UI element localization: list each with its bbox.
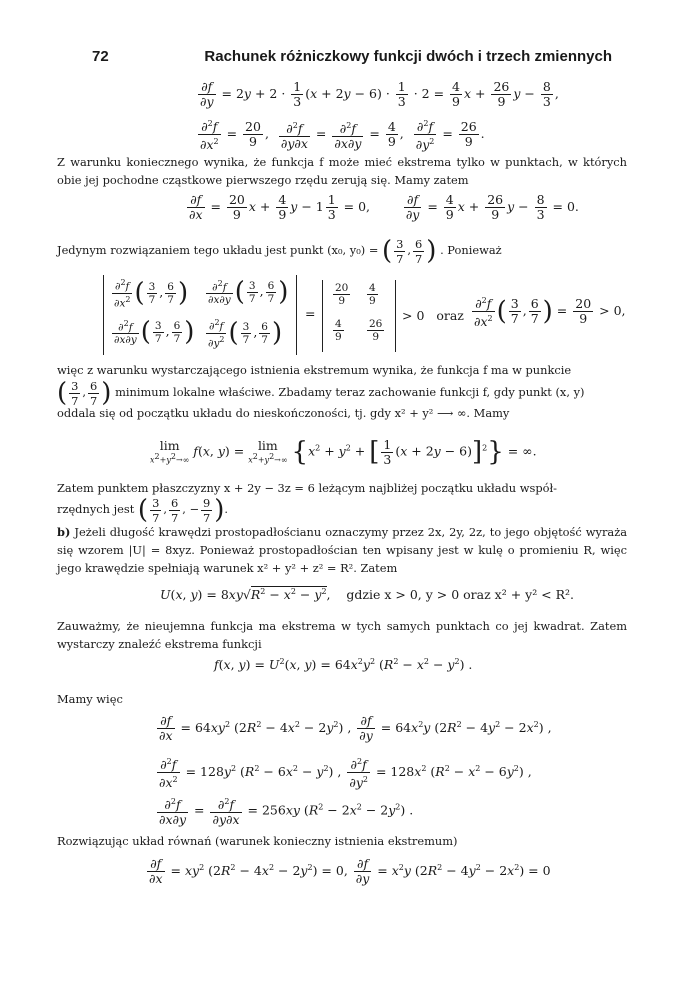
- paragraph-1: Z warunku koniecznego wynika, że funkcja f może mieć ekstrema tylko w punktach, w których obie jej pochodne cząstkowe pierwszego rzędu zerują się. Mamy zatem: [57, 155, 627, 187]
- paragraph-7: Mamy więc: [57, 692, 123, 706]
- equation-df-dy: $\frac{\partial f}{\partial y}$ = 2y + 2 · $\frac{1}{3}$ (x + 2y − 6) · $\frac{1}{3}$ · 2 = $\frac{4}{9}$ x + $\frac{26}{9}$ y − $\frac{8}{3}$ ,: [200, 79, 559, 109]
- paragraph-2: Jedynym rozwiązaniem tego układu jest punkt (x₀, y₀) = ( $\frac{3}{7}$ , $\frac{6}{7}$ ) . Ponieważ: [57, 236, 502, 266]
- paragraph-6: Zauważmy, że nieujemna funkcja ma ekstrema w tych samych punktach co jej kwadrat. Zatem wystarczy znaleźć ekstrema funkcji: [57, 619, 627, 651]
- equation-second-derivatives-b: $\frac{\partial^2f}{\partial x^2}$ = $128y^2$ $(R^2 - 6x^2 - y^2)$ , $\frac{\partial^2f}{\partial y^2}$ = $128x^2$ $(R^2 - x^2 - 6y^2)$ ,: [159, 757, 532, 791]
- equation-necessary-condition: $\frac{\partial f}{\partial x}$ = $xy^2$ $(2R^2 - 4x^2 - 2y^2) = 0$, $\frac{\partial f}{\partial y}$ = $x^2y$ $(2R^2 - 4y^2 - 2x^2) = 0$: [149, 856, 551, 886]
- paragraph-3c: oddala się od początku układu do nieskończoności, tj. gdy x² + y² ⟶ ∞. Mamy: [57, 406, 510, 420]
- running-header: [92, 48, 612, 68]
- paragraph-4a: Zatem punktem płaszczyzny x + 2y − 3z = 6 leżącym najbliżej początku układu współ-: [57, 481, 558, 495]
- equation-fxx-positive: $\frac{\partial^2f}{\partial x^2}$ ( $\frac{3}{7}$ , $\frac{6}{7}$ ) = $\frac{20}{9}$ > 0,: [474, 296, 626, 330]
- equation-first-derivatives: $\frac{\partial f}{\partial x}$ = $64xy^2$ $(2R^2 - 4x^2 - 2y^2)$ , $\frac{\partial f}{\partial y}$ = $64x^2y$ $(2R^2 - 4y^2 - 2x^2)$ ,: [159, 713, 552, 743]
- equation-U: U(x, $y) = 8xy√R^2 - x^2 - y^2$, gdzie x > 0, y > 0 oraz x² + y² < R².: [160, 587, 575, 603]
- chapter-title: Rachunek różniczkowy funkcji dwóch i trzech zmiennych: [204, 48, 612, 65]
- paragraph-3a: więc z warunku wystarczającego istnienia ekstremum wynika, że funkcja f ma w punkcie: [57, 363, 572, 377]
- page-number: 72: [92, 48, 109, 65]
- page: 72 Rachunek różniczkowy funkcji dwóch i trzech zmiennych $\frac{\partial f}{\partial y}$ = 2y + 2 · $\frac{1}{3}$ (x + 2y − 6) · $\frac{1}{3}$ · 2 = $\frac{4}{9}$ x + $\frac{26}{9}$ y − $\frac{8}{3}$ , $\frac{\partial^2f}{\partial x^2}$ = $\frac{20}{9}$ , $\frac{\partial^2f}{\partial y\partial x}$ = $\frac{\partial^2f}{\partial x\partial y}$ = $\frac{4}{9}$ , $\frac{\partial^2f}{\partial y^2}$ = $\frac{26}{9}$ . Z warunku koniecznego wynika, że funkcja f może mieć ekstrema tylko w punktach, w których obie jej pochodne cząstkowe pierwszego rzędu zerują się. Mamy zatem $\frac{\partial f}{\partial x}$ = $\frac{20}{9}$ x + $\frac{4}{9}$ y − 1 $\frac{1}{3}$ = 0, $\frac{\partial f}{\partial y}$ = $\frac{4}{9}$ x + $\frac{26}{9}$ y − $\frac{8}{3}$ = 0. Jedynym rozwiązaniem tego układu jest punkt (x₀, y₀) = ( $\frac{3}{7}$ , $\frac{6}{7}$ ) . Ponieważ $\frac{\partial^2f}{\partial x^2}$ ( $\frac{3}{7}$ , $\frac{6}{7}$ ) $\frac{\partial^2f}{\partial x\partial y}$ ( $\frac{3}{7}$ , $\frac{6}{7}$ ) $\frac{\partial^2f}{\partial x\partial y}$ ( $\frac{3}{7}$ , $\frac{6}{7}$ ) $\frac{\partial^2f}{\partial y^2}$ ( $\frac{3}{7}$ , $\frac{6}{7}$ ) = $\frac{20}{9}$ $\frac{4}{9}$ $\frac{4}{9}$ $\frac{26}{9}$ > 0 oraz $\frac{\partial^2f}{\partial x^2}$ ( $\frac{3}{7}$ , $\frac{6}{7}$ ) = $\frac{20}{9}$ > 0, więc z warunku wystarczającego istnienia ekstremum wynika, że funkcja f ma w punkcie ( $\frac{3}{7}$ , $\frac{6}{7}$ ) minimum lokalne właściwe. Zbadamy teraz zachowanie funkcji f, gdy punkt (x, y) oddala się od początku układu do nieskończoności, tj. gdy x² + y² ⟶ ∞. Mamy lim $x^2+y^2\to\infty$ f(x, y) = lim $x^2+y^2\to\infty$ {$x^2 + y^2$ + [ $\frac{1}{3}$ (x + 2y − 6)]$^2$} = ∞. Zatem punktem płaszczyzny x + 2y − 3z = 6 leżącym najbliżej początku układu współ- rzędnych jest ( $\frac{3}{7}$ , $\frac{6}{7}$ , − $\frac{9}{7}$ ). b) Jeżeli długość krawędzi prostopadłościanu oznaczymy przez 2x, 2y, 2z, to jego objętość wyraża się wzorem |U| = 8xyz. Ponieważ prostopadłościan ten wpisany jest w kulę o promieniu R, więc jego krawędzie spełniają warunek x² + y² + z² = R². Zatem U(x, $y) = 8xy√R^2 - x^2 - y^2$, gdzie x > 0, y > 0 oraz x² + y² < R². Zauważmy, że nieujemna funkcja ma ekstrema w tych samych punktach co jej kwadrat. Zatem wystarczy znaleźć ekstrema funkcji f(x, $y) = U^2(x$, $y) = 64x^2y^2$ $(R^2 - x^2 - y^2)$ . Mamy więc $\frac{\partial f}{\partial x}$ = $64xy^2$ $(2R^2 - 4x^2 - 2y^2)$ , $\frac{\partial f}{\partial y}$ = $64x^2y$ $(2R^2 - 4y^2 - 2x^2)$ , $\frac{\partial^2f}{\partial x^2}$ = $128y^2$ $(R^2 - 6x^2 - y^2)$ , $\frac{\partial^2f}{\partial y^2}$ = $128x^2$ $(R^2 - x^2 - 6y^2)$ , $\frac{\partial^2f}{\partial x\partial y}$ = $\frac{\partial^2f}{\partial y\partial x}$ = 256xy $(R^2 - 2x^2 - 2y^2)$ . Rozwiązując układ równań (warunek konieczny istnienia ekstremum) $\frac{\partial f}{\partial x}$ = $xy^2$ $(2R^2 - 4x^2 - 2y^2) = 0$, $\frac{\partial f}{\partial y}$ = $x^2y$ $(2R^2 - 4y^2 - 2x^2) = 0$: [57, 48, 628, 886]
- hessian-determinant: $\frac{\partial^2f}{\partial x^2}$ ( $\frac{3}{7}$ , $\frac{6}{7}$ ) $\frac{\partial^2f}{\partial x\partial y}$ ( $\frac{3}{7}$ , $\frac{6}{7}$ ) $\frac{\partial^2f}{\partial x\partial y}$ ( $\frac{3}{7}$ , $\frac{6}{7}$ ) $\frac{\partial^2f}{\partial y^2}$ ( $\frac{3}{7}$ , $\frac{6}{7}$ ): [103, 275, 297, 355]
- equation-mixed-derivative: $\frac{\partial^2f}{\partial x\partial y}$ = $\frac{\partial^2f}{\partial y\partial x}$ = 256xy $(R^2 - 2x^2 - 2y^2)$ .: [159, 797, 414, 828]
- paragraph-5: b) Jeżeli długość krawędzi prostopadłościanu oznaczymy przez 2x, 2y, 2z, to jego objętość wyraża się wzorem |U| = 8xyz. Ponieważ prostopadłościan ten wpisany jest w kulę o promieniu R, więc jego krawędzie spełniają warunek x² + y² + z² = R². Zatem: [57, 525, 628, 575]
- paragraph-4b: rzędnych jest ( $\frac{3}{7}$ , $\frac{6}{7}$ , − $\frac{9}{7}$ ).: [57, 495, 229, 525]
- paragraph-8: Rozwiązując układ równań (warunek konieczny istnienia ekstremum): [57, 834, 458, 848]
- equation-limit: lim $x^2+y^2\to\infty$ f(x, y) = lim $x^2+y^2\to\infty$ {$x^2 + y^2$ + [ $\frac{1}{3}$ (x + 2y − 6)]$^2$} = ∞.: [150, 436, 537, 467]
- numeric-determinant: $\frac{20}{9}$ $\frac{4}{9}$ $\frac{4}{9}$ $\frac{26}{9}$: [322, 280, 396, 352]
- equation-f-squared: f(x, $y) = U^2(x$, $y) = 64x^2y^2$ $(R^2 - x^2 - y^2)$ .: [214, 657, 473, 673]
- equation-system: $\frac{\partial f}{\partial x}$ = $\frac{20}{9}$ x + $\frac{4}{9}$ y − 1 $\frac{1}{3}$ = 0, $\frac{\partial f}{\partial y}$ = $\frac{4}{9}$ x + $\frac{26}{9}$ y − $\frac{8}{3}$ = 0.: [189, 192, 579, 222]
- equation-second-derivatives: $\frac{\partial^2f}{\partial x^2}$ = $\frac{20}{9}$ , $\frac{\partial^2f}{\partial y\partial x}$ = $\frac{\partial^2f}{\partial x\partial y}$ = $\frac{4}{9}$ , $\frac{\partial^2f}{\partial y^2}$ = $\frac{26}{9}$ .: [200, 119, 485, 153]
- paragraph-3b: ( $\frac{3}{7}$ , $\frac{6}{7}$ ) minimum lokalne właściwe. Zbadamy teraz zachowanie funkcji f, gdy punkt (x, y): [57, 378, 585, 408]
